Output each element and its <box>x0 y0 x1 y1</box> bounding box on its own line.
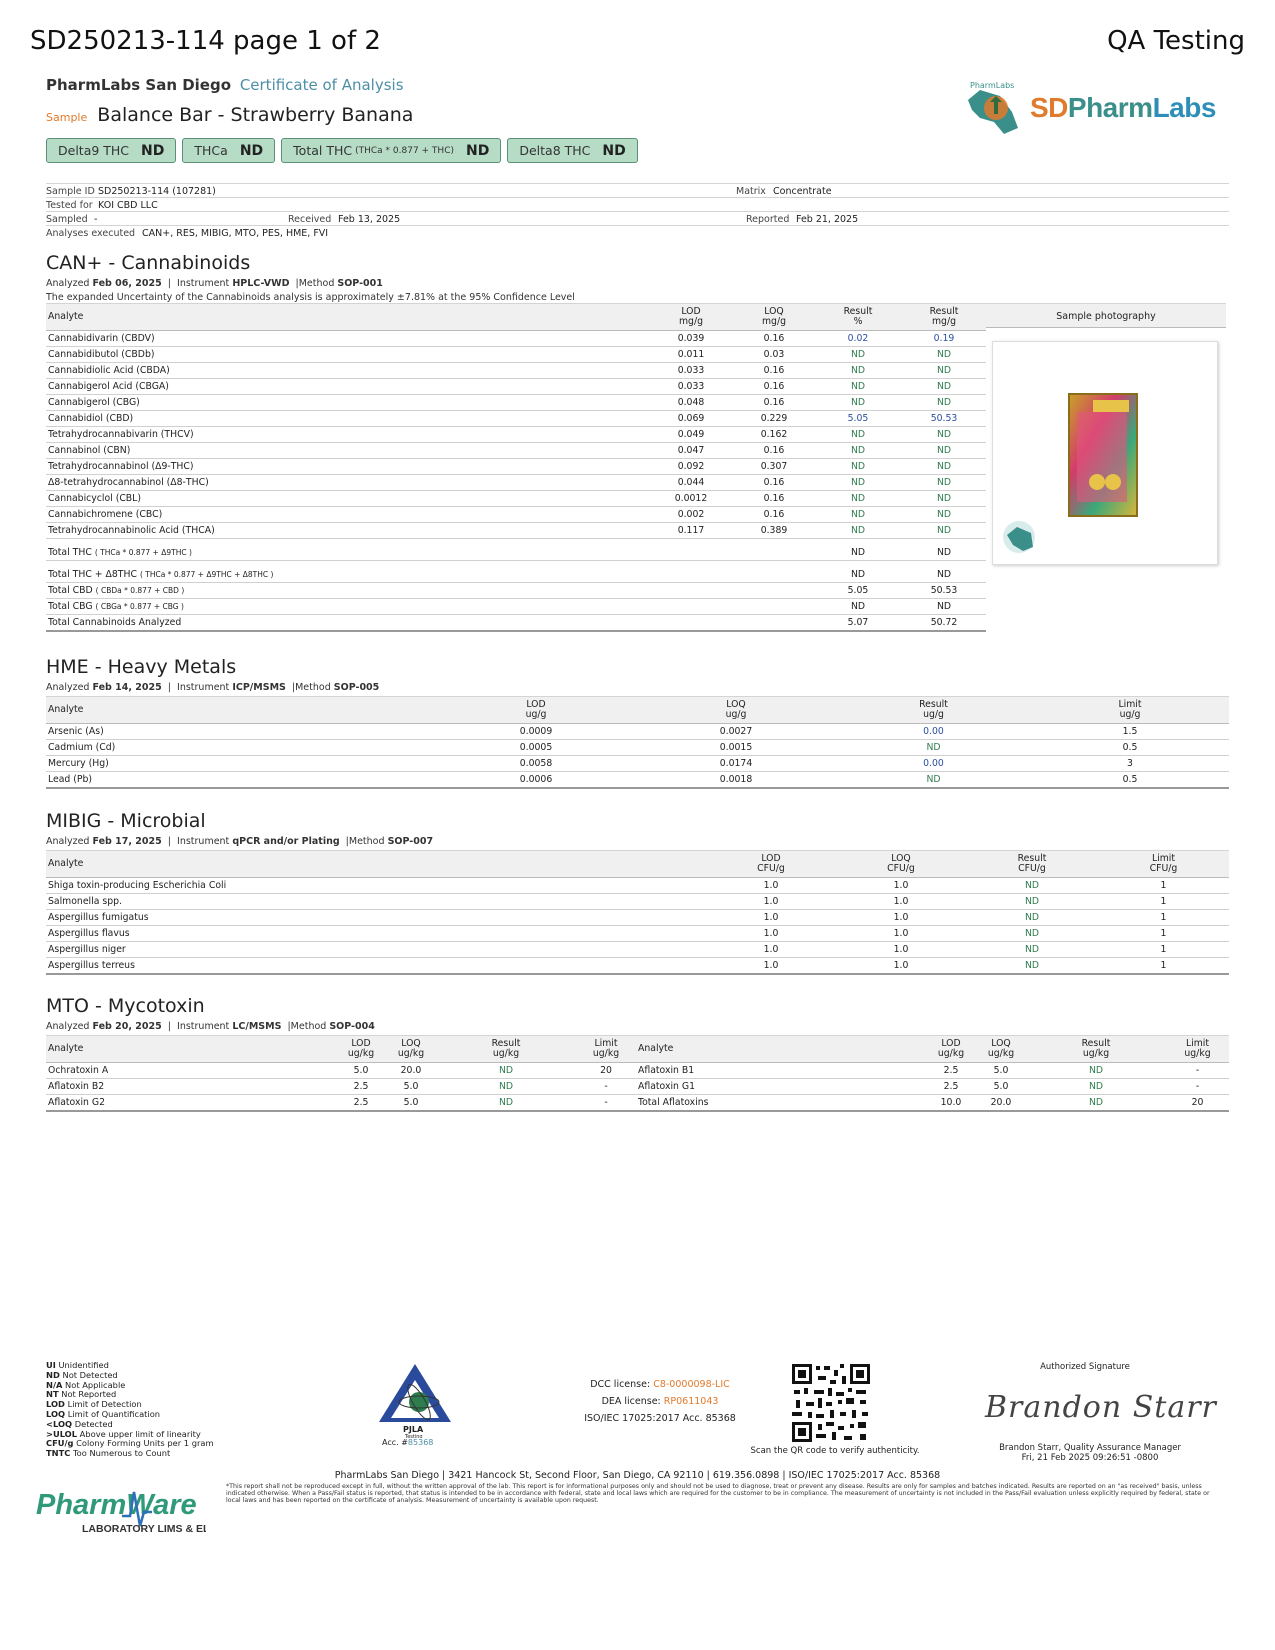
lab-line <box>46 76 404 94</box>
table-row: Cadmium (Cd) 0.0005 0.0015 ND 0.5 <box>46 740 1229 756</box>
table-row: Δ8-tetrahydrocannabinol (Δ8-THC) 0.044 0.16 ND ND <box>46 475 986 491</box>
table-row: Aspergillus flavus 1.0 1.0 ND 1 <box>46 926 1229 942</box>
microbial-table <box>46 850 1229 975</box>
heavy-metals-analysis-info: Analyzed Feb 14, 2025 | Instrument ICP/MSMS |Method SOP-005 <box>46 682 380 693</box>
svg-text:PharmWare: PharmWare <box>36 1489 197 1521</box>
verification-qr-code[interactable] <box>790 1362 872 1444</box>
table-header: Analyte LOD CFU/g LOQ CFU/g Result CFU/g Limit CFU/g <box>46 851 1229 878</box>
legend-item: LOQ Limit of Quantification <box>46 1408 161 1419</box>
logo-ring-text: PharmLabs <box>970 81 1015 90</box>
pjla-acc-number: Acc. #85368 <box>382 1438 434 1447</box>
legend-item: TNTC Too Numerous to Count <box>46 1448 171 1459</box>
cannabinoids-title: CAN+ - Cannabinoids <box>46 252 251 274</box>
legend-item: N/A Not Applicable <box>46 1379 126 1390</box>
table-row: Cannabichromene (CBC) 0.002 0.16 ND ND <box>46 507 986 523</box>
table-row: Cannabigerol Acid (CBGA) 0.033 0.16 ND ND <box>46 379 986 395</box>
total-row: Total THC ( THCa * 0.877 + Δ9THC ) ND ND <box>46 545 986 561</box>
table-row: Tetrahydrocannabinolic Acid (THCA) 0.117 0.389 ND ND <box>46 523 986 539</box>
badge-thca: THCa ND <box>182 138 275 163</box>
table-row: Aflatoxin B2 2.5 5.0 ND - Aflatoxin G1 2.5 5.0 ND - <box>46 1079 1229 1095</box>
table-row: Aspergillus terreus 1.0 1.0 ND 1 <box>46 958 1229 974</box>
qr-caption: Scan the QR code to verify authenticity. <box>750 1446 920 1456</box>
table-header: Analyte LOD mg/g LOQ mg/g Result % Result mg/g <box>46 304 986 331</box>
table-row: Tetrahydrocannabivarin (THCV) 0.049 0.162 ND ND <box>46 427 986 443</box>
info-row: Sampled - Received Feb 13, 2025 Reported Feb 21, 2025 <box>46 211 1229 225</box>
table-row: Cannabinol (CBN) 0.047 0.16 ND ND <box>46 443 986 459</box>
qr-code-icon <box>790 1362 872 1444</box>
sample-line <box>46 104 413 126</box>
sample-info <box>46 183 1229 239</box>
document-type: Certificate of Analysis <box>239 76 404 94</box>
svg-text:LABORATORY LIMS & ELN: LABORATORY LIMS & ELN <box>82 1523 206 1535</box>
badge-delta9-thc: Delta9 THC ND <box>46 138 176 163</box>
heavy-metals-table <box>46 696 1229 789</box>
mycotoxin-table <box>46 1035 1229 1112</box>
license-info: DCC license: C8-0000098-LIC DEA license: RP0611043 ISO/IEC 17025:2017 Acc. 85368 <box>584 1379 736 1424</box>
logo-wordmark: SDPharmLabs <box>1030 92 1216 123</box>
cannabinoids-analysis-info: Analyzed Feb 06, 2025 | Instrument HPLC-VWD |Method SOP-001 <box>46 278 383 289</box>
total-row: Total Cannabinoids Analyzed 5.07 50.72 <box>46 615 986 631</box>
total-row: Total CBG ( CBGa * 0.877 + CBG ) ND ND <box>46 599 986 615</box>
table-row: Lead (Pb) 0.0006 0.0018 ND 0.5 <box>46 772 1229 788</box>
table-row: Cannabigerol (CBG) 0.048 0.16 ND ND <box>46 395 986 411</box>
table-row: Cannabidiol (CBD) 0.069 0.229 5.05 50.53 <box>46 411 986 427</box>
info-row: Analyses executed CAN+, RES, MIBIG, MTO, PES, HME, FVI <box>46 225 1229 239</box>
info-row: Sample ID SD250213-114 (107281) Matrix Concentrate <box>46 183 1229 197</box>
product-photo-image <box>993 342 1219 566</box>
total-row: Total THC + Δ8THC ( THCa * 0.877 + Δ9THC + Δ8THC ) ND ND <box>46 567 986 583</box>
pharmware-logo-icon <box>36 1482 206 1538</box>
sample-photography-header: Sample photography <box>986 303 1226 328</box>
legend-item: <LOQ Detected <box>46 1418 113 1429</box>
microbial-analysis-info: Analyzed Feb 17, 2025 | Instrument qPCR and/or Plating |Method SOP-007 <box>46 836 434 847</box>
pjla-triangle-icon <box>375 1362 455 1438</box>
legend-item: >ULOL Above upper limit of linearity <box>46 1428 201 1439</box>
mycotoxin-title: MTO - Mycotoxin <box>46 995 205 1017</box>
microbial-title: MIBIG - Microbial <box>46 810 206 832</box>
summary-badges <box>46 138 638 163</box>
table-row: Tetrahydrocannabinol (Δ9-THC) 0.092 0.307 ND ND <box>46 459 986 475</box>
legend-item: LOD Limit of Detection <box>46 1399 142 1410</box>
table-row: Salmonella spp. 1.0 1.0 ND 1 <box>46 894 1229 910</box>
table-row: Arsenic (As) 0.0009 0.0027 0.00 1.5 <box>46 724 1229 740</box>
pharmlabs-seal-icon <box>1003 521 1035 553</box>
table-header: Analyte LOD ug/g LOQ ug/g Result ug/g Limit ug/g <box>46 697 1229 724</box>
lab-name: PharmLabs San Diego <box>46 76 232 94</box>
table-row: Cannabicyclol (CBL) 0.0012 0.16 ND ND <box>46 491 986 507</box>
legend-item: NT Not Reported <box>46 1389 117 1400</box>
cannabinoids-table <box>46 303 986 632</box>
sample-name: Balance Bar - Strawberry Banana <box>97 104 414 126</box>
svg-text:Testing: Testing <box>405 1434 423 1438</box>
sdpharmlabs-logo <box>960 78 1230 140</box>
total-row: Total CBD ( CBDa * 0.877 + CBD ) 5.05 50.53 <box>46 583 986 599</box>
handwritten-signature: Brandon Starr <box>985 1390 1217 1425</box>
legend-item: ND Not Detected <box>46 1369 118 1380</box>
table-row: Cannabidibutol (CBDb) 0.011 0.03 ND ND <box>46 347 986 363</box>
table-row: Aspergillus fumigatus 1.0 1.0 ND 1 <box>46 910 1229 926</box>
report-title: SD250213-114 page 1 of 2 <box>30 26 381 56</box>
table-row: Aspergillus niger 1.0 1.0 ND 1 <box>46 942 1229 958</box>
info-row: Tested for KOI CBD LLC <box>46 197 1229 211</box>
abbreviation-legend <box>46 1361 214 1459</box>
qa-testing-label: QA Testing <box>1107 26 1245 56</box>
signature-header: Authorized Signature <box>1040 1362 1130 1372</box>
heavy-metals-title: HME - Heavy Metals <box>46 656 237 678</box>
table-row: Cannabidivarin (CBDV) 0.039 0.16 0.02 0.19 <box>46 331 986 347</box>
california-logo-icon <box>960 78 1030 140</box>
disclaimer: *This report shall not be reproduced except in full, without the written approval of the lab. This report is for informational purposes only and should not be used to diagnose, treat or prevent any disease. Results are only for samples and batches indicated. Results are reported on an "as received" basis, unless indicated otherwise. When a Pass/Fail status is reported, that status is intended to be in accordance with federal, state and local laws which are required for the customer to be in compliance. The measurement of uncertainty is not included in the Pass/Fail evaluation unless explicitly required by federal, state or local laws and has been reported on the certificate of analysis. Measurement of uncertainty is available upon request. <box>226 1483 1210 1504</box>
svg-text:PJLA: PJLA <box>403 1425 424 1434</box>
table-row: Ochratoxin A 5.0 20.0 ND 20 Aflatoxin B1 2.5 5.0 ND - <box>46 1063 1229 1079</box>
sample-photo <box>992 341 1218 565</box>
pharmware-logo <box>36 1482 206 1538</box>
table-row: Cannabidiolic Acid (CBDA) 0.033 0.16 ND ND <box>46 363 986 379</box>
legend-item: CFU/g Colony Forming Units per 1 gram <box>46 1438 214 1449</box>
table-row: Shiga toxin-producing Escherichia Coli 1.0 1.0 ND 1 <box>46 878 1229 894</box>
badge-delta8-thc: Delta8 THC ND <box>507 138 637 163</box>
table-header: Analyte LOD ug/kg LOQ ug/kg Result ug/kg Limit ug/kg Analyte LOD ug/kg LOQ ug/kg Result ug/kg Limit ug/kg <box>46 1036 1229 1063</box>
signatory: Brandon Starr, Quality Assurance Manager Fri, 21 Feb 2025 09:26:51 -0800 <box>999 1443 1181 1463</box>
table-row: Aflatoxin G2 2.5 5.0 ND - Total Aflatoxins 10.0 20.0 ND 20 <box>46 1095 1229 1111</box>
sample-label: Sample <box>46 111 88 124</box>
table-row: Mercury (Hg) 0.0058 0.0174 0.00 3 <box>46 756 1229 772</box>
legend-item: UI Unidentified <box>46 1360 109 1370</box>
uncertainty-note: The expanded Uncertainty of the Cannabinoids analysis is approximately ±7.81% at the 95% Confidence Level <box>46 292 575 303</box>
badge-total-thc: Total THC (THCa * 0.877 + THC) ND <box>281 138 501 163</box>
lab-address: PharmLabs San Diego | 3421 Hancock St, Second Floor, San Diego, CA 92110 | 619.356.0898 | ISO/IEC 17025:2017 Acc. 85368 <box>334 1470 941 1481</box>
mycotoxin-analysis-info: Analyzed Feb 20, 2025 | Instrument LC/MSMS |Method SOP-004 <box>46 1021 375 1032</box>
